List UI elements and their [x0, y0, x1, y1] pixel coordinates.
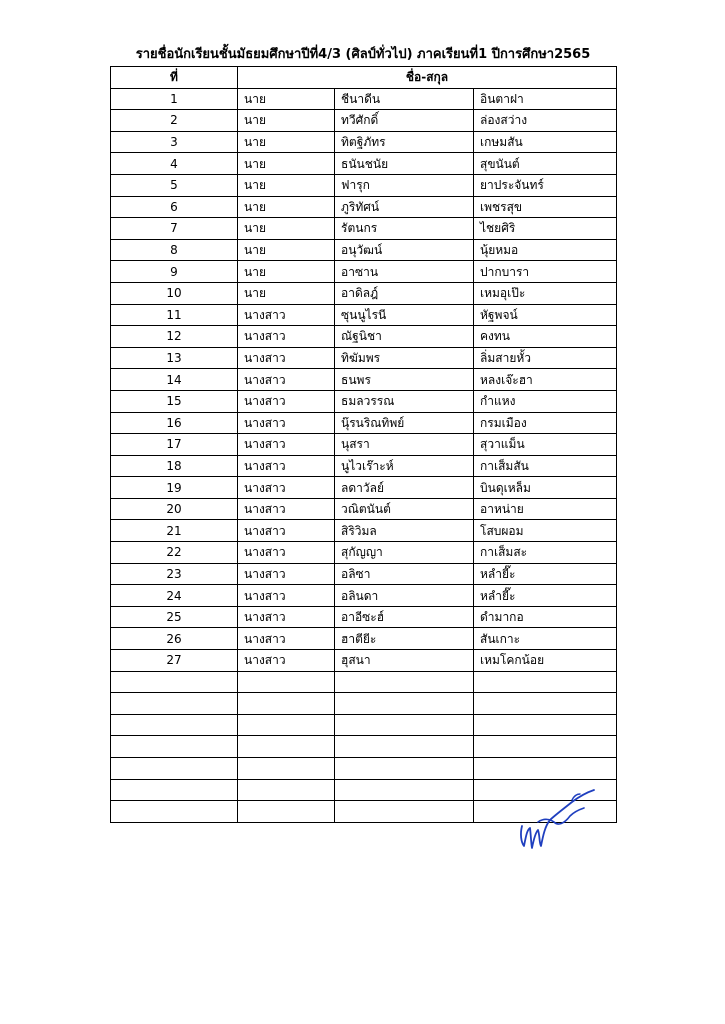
cell-number: 23 — [111, 563, 238, 585]
cell-number: 8 — [111, 239, 238, 261]
cell-first-name: อนุวัฒน์ — [335, 239, 474, 261]
table-header-row — [111, 67, 617, 89]
table-row — [111, 347, 617, 369]
cell-prefix: นาย — [238, 88, 335, 110]
table-row — [111, 650, 617, 672]
cell-last-name: หัฐพจน์ — [474, 304, 617, 326]
cell-last-name: กาเส็มสัน — [474, 455, 617, 477]
cell-first-name: นุ๊รนริณทิพย์ — [335, 412, 474, 434]
table-row — [111, 585, 617, 607]
cell-last-name: สุขนันต์ — [474, 153, 617, 175]
cell-first-name: สุกัญญา — [335, 542, 474, 564]
cell-prefix — [238, 736, 335, 758]
table-row — [111, 736, 617, 758]
cell-prefix — [238, 671, 335, 693]
cell-first-name: อลิซา — [335, 563, 474, 585]
table-row — [111, 498, 617, 520]
cell-prefix: นางสาว — [238, 304, 335, 326]
cell-prefix: นางสาว — [238, 650, 335, 672]
table-row — [111, 239, 617, 261]
cell-number: 19 — [111, 477, 238, 499]
cell-number — [111, 779, 238, 801]
cell-number: 15 — [111, 390, 238, 412]
cell-first-name: ภูริทัศน์ — [335, 196, 474, 218]
cell-prefix: นางสาว — [238, 520, 335, 542]
cell-number: 3 — [111, 131, 238, 153]
cell-first-name: อาซาน — [335, 261, 474, 283]
cell-last-name — [474, 714, 617, 736]
cell-number — [111, 693, 238, 715]
cell-first-name: ทวีศักดิ์ — [335, 110, 474, 132]
cell-first-name: ทิตฐิภัทร — [335, 131, 474, 153]
cell-first-name — [335, 779, 474, 801]
cell-prefix: นาย — [238, 282, 335, 304]
cell-first-name — [335, 736, 474, 758]
signature-icon — [514, 786, 598, 852]
cell-number: 11 — [111, 304, 238, 326]
cell-first-name: นูไวเร๊าะห์ — [335, 455, 474, 477]
table-row — [111, 477, 617, 499]
cell-number: 9 — [111, 261, 238, 283]
cell-number: 6 — [111, 196, 238, 218]
table-row — [111, 326, 617, 348]
cell-last-name: ล่องสว่าง — [474, 110, 617, 132]
cell-number: 27 — [111, 650, 238, 672]
cell-prefix: นาย — [238, 110, 335, 132]
cell-first-name: ชีนาดีน — [335, 88, 474, 110]
header-number: ที่ — [111, 67, 238, 89]
cell-first-name: อาอีซะฮ์ — [335, 606, 474, 628]
cell-last-name: หลงเจ๊ะฮา — [474, 369, 617, 391]
cell-number: 22 — [111, 542, 238, 564]
table-body — [111, 88, 617, 822]
cell-prefix: นางสาว — [238, 498, 335, 520]
cell-last-name — [474, 671, 617, 693]
cell-prefix — [238, 714, 335, 736]
table-row — [111, 261, 617, 283]
cell-prefix: นาย — [238, 261, 335, 283]
cell-number — [111, 736, 238, 758]
cell-prefix: นางสาว — [238, 563, 335, 585]
cell-prefix: นาย — [238, 153, 335, 175]
student-roster-table — [110, 66, 617, 823]
table-row — [111, 542, 617, 564]
cell-first-name: อลินดา — [335, 585, 474, 607]
cell-last-name — [474, 736, 617, 758]
cell-first-name: ธนันชนัย — [335, 153, 474, 175]
table-row — [111, 174, 617, 196]
table-row — [111, 693, 617, 715]
signature-stroke — [521, 790, 594, 848]
cell-prefix: นางสาว — [238, 326, 335, 348]
cell-prefix — [238, 801, 335, 823]
cell-last-name: เหมอุเป๊ะ — [474, 282, 617, 304]
cell-last-name: หลำยี๊ะ — [474, 563, 617, 585]
cell-last-name: อินตาฝา — [474, 88, 617, 110]
table-row — [111, 628, 617, 650]
cell-last-name: เกษมสัน — [474, 131, 617, 153]
table-row — [111, 563, 617, 585]
cell-prefix: นางสาว — [238, 434, 335, 456]
cell-number: 13 — [111, 347, 238, 369]
cell-number: 14 — [111, 369, 238, 391]
cell-prefix: นางสาว — [238, 606, 335, 628]
table-row — [111, 218, 617, 240]
table-row — [111, 196, 617, 218]
cell-number: 18 — [111, 455, 238, 477]
table-row — [111, 390, 617, 412]
cell-number: 7 — [111, 218, 238, 240]
cell-first-name — [335, 758, 474, 780]
cell-first-name: ทิฆัมพร — [335, 347, 474, 369]
cell-number: 17 — [111, 434, 238, 456]
table-row — [111, 88, 617, 110]
cell-number: 16 — [111, 412, 238, 434]
table-row — [111, 714, 617, 736]
table-row — [111, 434, 617, 456]
cell-first-name: ฮาตียีะ — [335, 628, 474, 650]
cell-first-name: ซุนนูไรนี — [335, 304, 474, 326]
cell-number — [111, 758, 238, 780]
cell-last-name: เหมโคกน้อย — [474, 650, 617, 672]
cell-prefix: นางสาว — [238, 542, 335, 564]
cell-last-name: นุ้ยหมอ — [474, 239, 617, 261]
cell-first-name: ฮุสนา — [335, 650, 474, 672]
cell-prefix: นาย — [238, 131, 335, 153]
table-row — [111, 520, 617, 542]
cell-last-name: สันเกาะ — [474, 628, 617, 650]
cell-last-name: ดำมากอ — [474, 606, 617, 628]
cell-first-name: วณิตนันต์ — [335, 498, 474, 520]
cell-first-name — [335, 714, 474, 736]
cell-prefix: นางสาว — [238, 628, 335, 650]
cell-number — [111, 671, 238, 693]
cell-prefix — [238, 693, 335, 715]
cell-last-name: กาเส็มสะ — [474, 542, 617, 564]
cell-first-name: รัตนกร — [335, 218, 474, 240]
cell-first-name: ธมลวรรณ — [335, 390, 474, 412]
cell-number — [111, 801, 238, 823]
table-row — [111, 758, 617, 780]
cell-number: 12 — [111, 326, 238, 348]
table-row — [111, 455, 617, 477]
cell-number: 26 — [111, 628, 238, 650]
cell-number: 5 — [111, 174, 238, 196]
cell-prefix: นางสาว — [238, 455, 335, 477]
table-row — [111, 369, 617, 391]
cell-last-name: เพชรสุข — [474, 196, 617, 218]
cell-first-name — [335, 801, 474, 823]
cell-first-name: สิริวิมล — [335, 520, 474, 542]
cell-last-name: หลำยี๊ะ — [474, 585, 617, 607]
cell-first-name: ณัฐนิชา — [335, 326, 474, 348]
cell-prefix: นางสาว — [238, 347, 335, 369]
cell-first-name: ฟารุก — [335, 174, 474, 196]
cell-last-name: ปากบารา — [474, 261, 617, 283]
header-name: ชื่อ-สกุล — [238, 67, 617, 89]
cell-last-name: โสบผอม — [474, 520, 617, 542]
cell-prefix: นางสาว — [238, 477, 335, 499]
cell-first-name: นุสรา — [335, 434, 474, 456]
cell-number — [111, 714, 238, 736]
cell-number: 24 — [111, 585, 238, 607]
cell-last-name: ยาประจันทร์ — [474, 174, 617, 196]
table-row — [111, 304, 617, 326]
cell-prefix — [238, 758, 335, 780]
cell-last-name: กำแหง — [474, 390, 617, 412]
cell-first-name: ลดาวัลย์ — [335, 477, 474, 499]
cell-prefix: นาย — [238, 174, 335, 196]
table-row — [111, 282, 617, 304]
table-row — [111, 606, 617, 628]
cell-last-name: บินดุเหล็ม — [474, 477, 617, 499]
cell-first-name — [335, 671, 474, 693]
cell-number: 2 — [111, 110, 238, 132]
cell-last-name: อาหน่าย — [474, 498, 617, 520]
cell-prefix — [238, 779, 335, 801]
cell-first-name: อาดิลฎ์ — [335, 282, 474, 304]
cell-prefix: นาย — [238, 239, 335, 261]
table-row — [111, 412, 617, 434]
cell-last-name — [474, 758, 617, 780]
table-row — [111, 110, 617, 132]
cell-first-name: ธนพร — [335, 369, 474, 391]
cell-prefix: นาย — [238, 196, 335, 218]
table-row — [111, 153, 617, 175]
cell-last-name: สุวาแม็น — [474, 434, 617, 456]
cell-prefix: นางสาว — [238, 369, 335, 391]
cell-number: 1 — [111, 88, 238, 110]
cell-prefix: นางสาว — [238, 412, 335, 434]
cell-last-name: ลิ่มสายหั้ว — [474, 347, 617, 369]
cell-number: 25 — [111, 606, 238, 628]
cell-last-name: คงทน — [474, 326, 617, 348]
cell-first-name — [335, 693, 474, 715]
cell-prefix: นาย — [238, 218, 335, 240]
cell-prefix: นางสาว — [238, 585, 335, 607]
cell-last-name — [474, 693, 617, 715]
cell-number: 20 — [111, 498, 238, 520]
cell-last-name: กรมเมือง — [474, 412, 617, 434]
cell-last-name: ไชยศิริ — [474, 218, 617, 240]
cell-prefix: นางสาว — [238, 390, 335, 412]
table-row — [111, 671, 617, 693]
cell-number: 4 — [111, 153, 238, 175]
document-title: รายชื่อนักเรียนชั้นมัธยมศึกษาปีที่4/3 (ศิลป์ทั่วไป) ภาคเรียนที่1 ปีการศึกษา2565 — [135, 47, 591, 62]
cell-number: 21 — [111, 520, 238, 542]
table-row — [111, 131, 617, 153]
cell-number: 10 — [111, 282, 238, 304]
